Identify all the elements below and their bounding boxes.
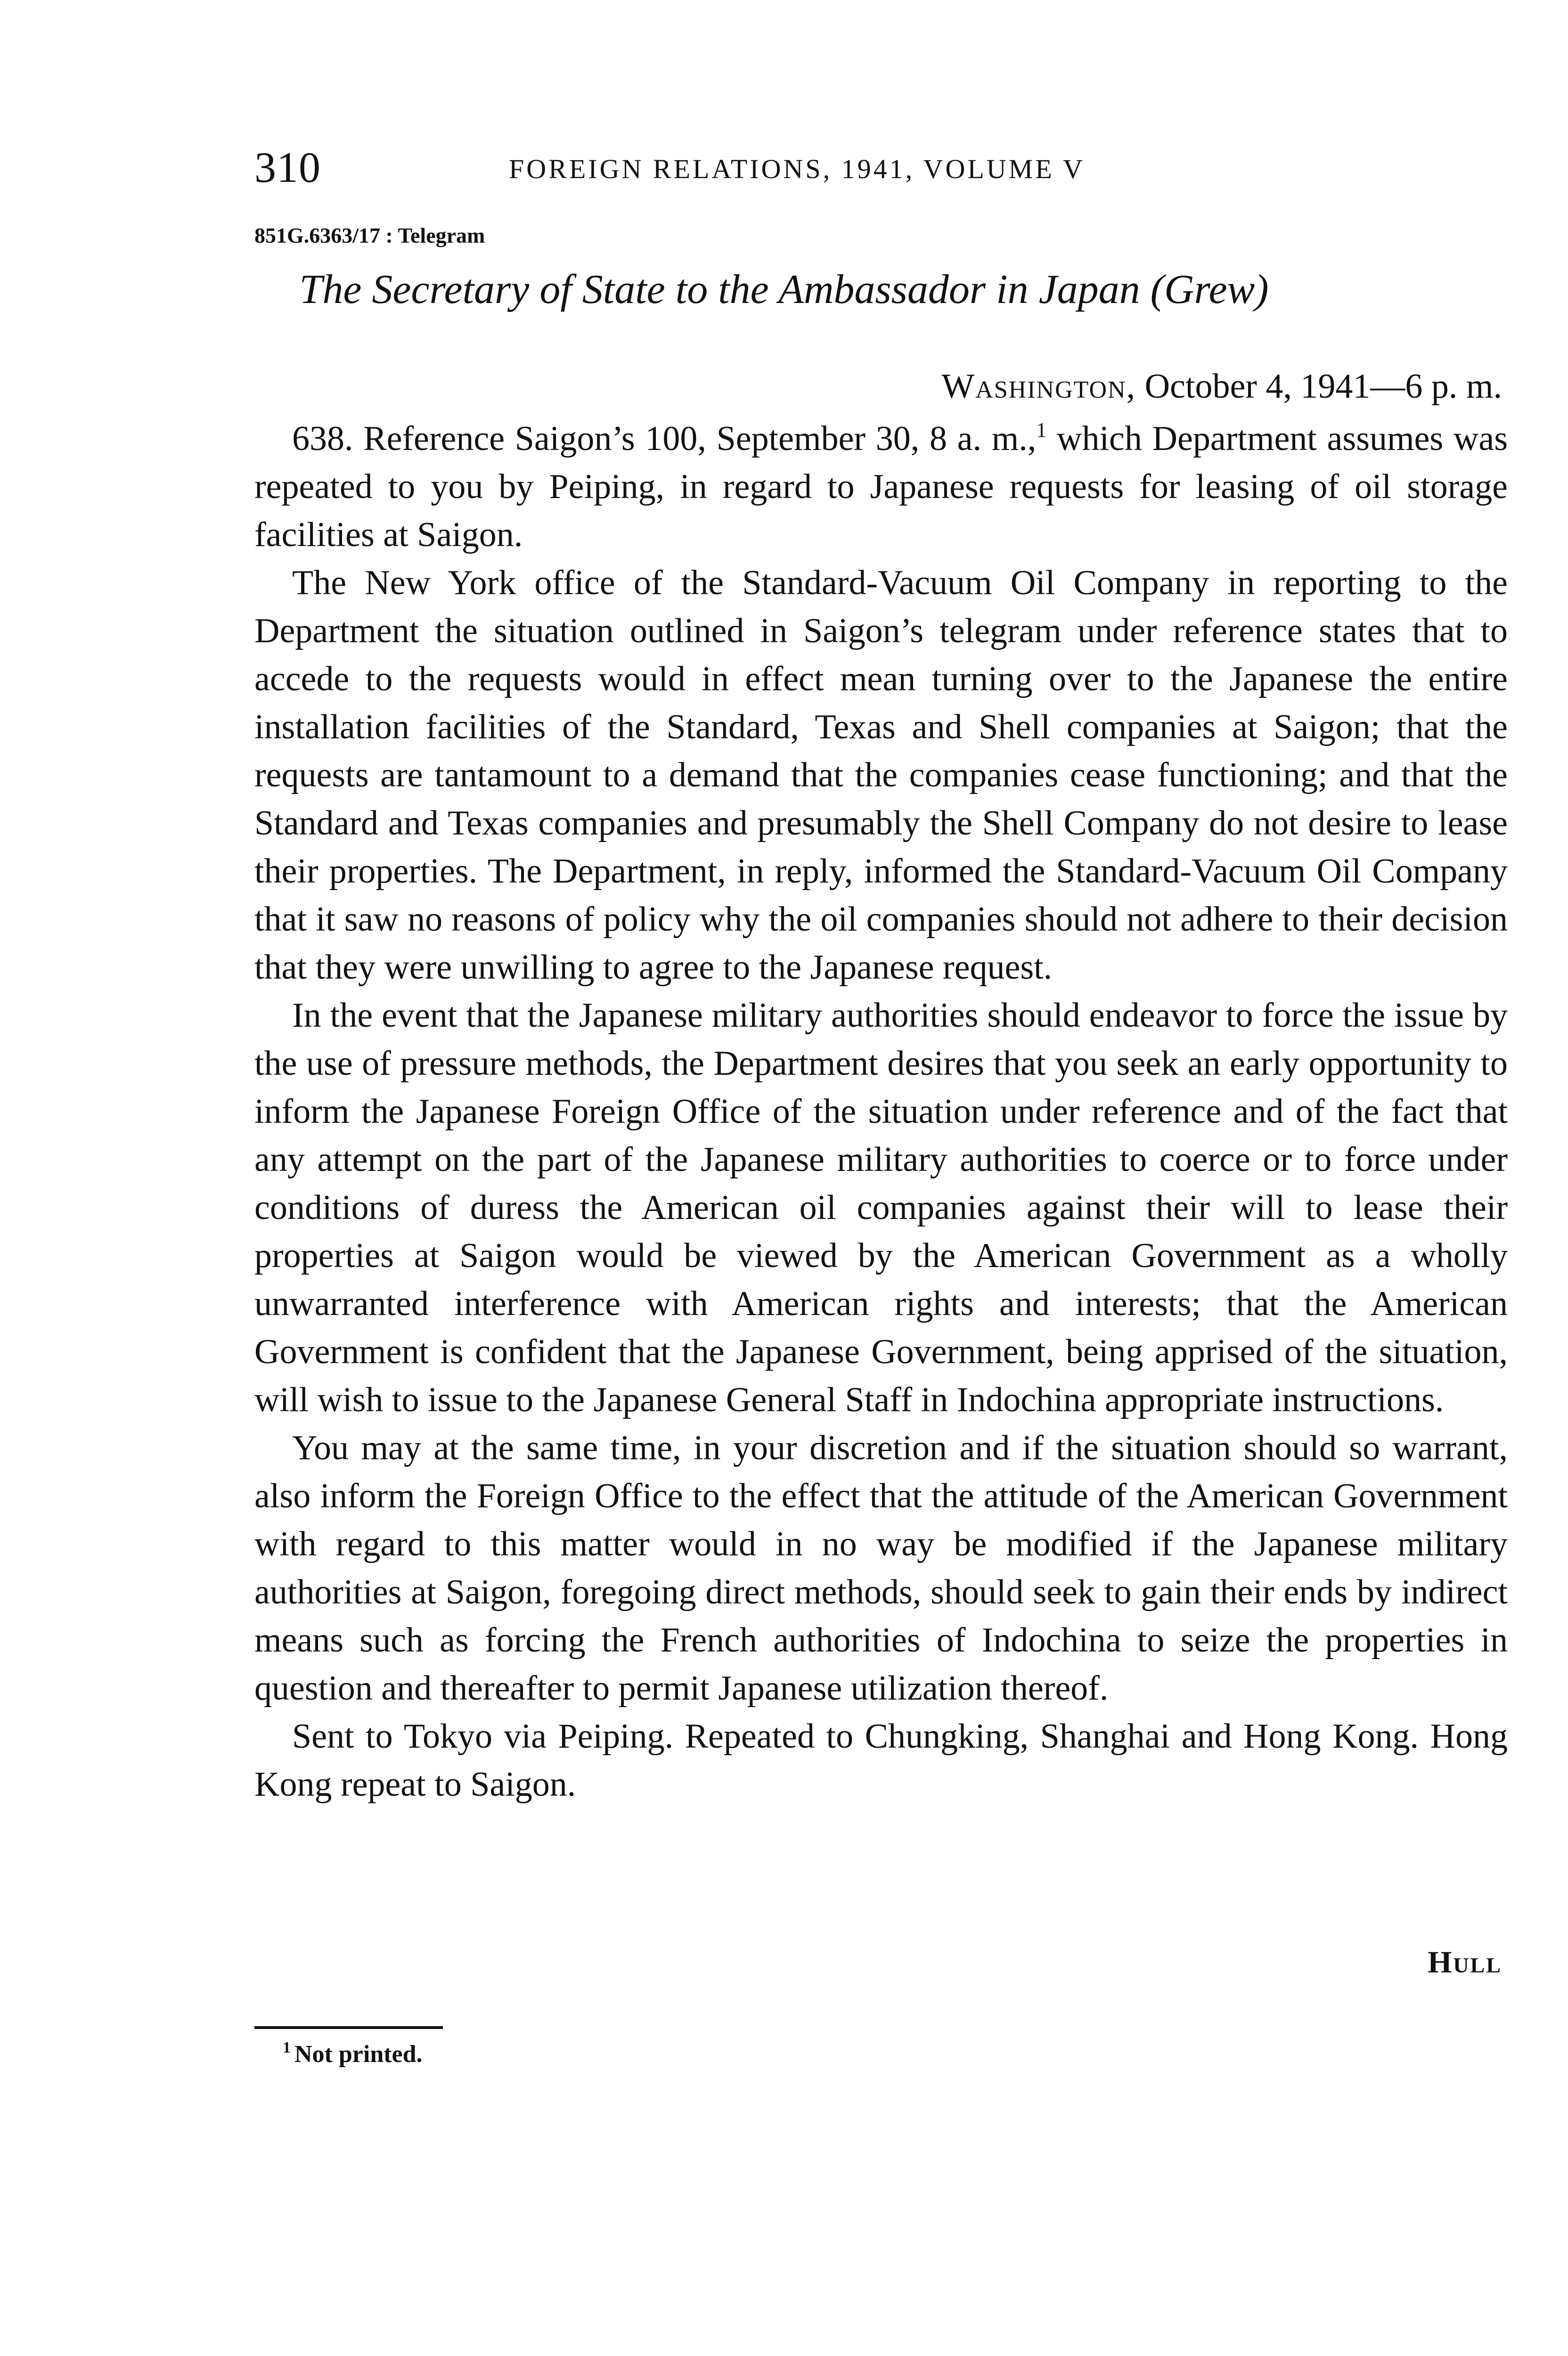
- paragraph-2: The New York office of the Standard-Vacuum Oil Company in reporting to the Department the situation outlined in Saigon’s telegram under reference states that to accede to the requests would in effect mean turning over to the Japanese the entire installation facilities of the Standard, Texas and Shell companies at Saigon; that the requests are tantamount to a demand that the companies cease functioning; and that the Standard and Texas companies and presumably the Shell Company do not desire to lease their properties. The Department, in reply, informed the Standard-Vacuum Oil Company that it saw no reasons of policy why the oil companies should not adhere to their decision that they were unwilling to agree to the Japanese request.: [254, 564, 1508, 987]
- page-number: 310: [254, 143, 321, 191]
- file-reference: 851G.6363/17 : Telegram: [254, 223, 485, 247]
- dateline-date: October 4, 1941—6 p. m.: [1144, 367, 1502, 406]
- footnote-divider: [254, 2026, 443, 2029]
- document-title: The Secretary of State to the Ambassador in Japan (Grew): [299, 267, 1269, 312]
- footnote-1: [283, 2036, 423, 2073]
- footnote-1-mark: 1: [283, 2039, 291, 2056]
- dateline-place: Washington,: [941, 367, 1136, 406]
- running-title: FOREIGN RELATIONS, 1941, VOLUME V: [509, 154, 1085, 184]
- signature: Hull: [1428, 1945, 1502, 1980]
- paragraph-3: In the event that the Japanese military authorities should endeavor to force the issue by the use of pressure methods, the Department desires that you seek an early opportunity to inform the Japanese Foreign Office of the situation under reference and of the fact that any attempt on the part of the Japanese military authorities to coerce or to force under conditions of duress the American oil companies against their will to lease their properties at Saigon would be viewed by the American Government as a wholly unwarranted interference with American rights and interests; that the American Government is confident that the Japanese Government, being apprised of the situation, will wish to issue to the Japanese General Staff in Indochina appropriate instructions.: [254, 996, 1508, 1419]
- footnote-reference-1: 1: [1036, 418, 1047, 442]
- footnote-1-text: Not printed.: [294, 2041, 423, 2068]
- paragraph-1-text-b: which Department assumes was repeated to you by Peiping, in regard to Japanese requests for leasing of oil storage facilities at Saigon.: [254, 419, 1508, 554]
- telegram-body: [254, 415, 1508, 1808]
- dateline: [941, 363, 1502, 410]
- paragraph-4: You may at the same time, in your discretion and if the situation should so warrant, also inform the Foreign Office to the effect that the attitude of the American Government with regard to this matter would in no way be modified if the Japanese military authorities at Saigon, foregoing direct methods, should seek to gain their ends by indirect means such as forcing the French authorities of Indochina to seize the properties in question and thereafter to permit Japanese utilization thereof.: [254, 1429, 1508, 1708]
- paragraph-1-text-a: 638. Reference Saigon’s 100, September 30, 8 a. m.,: [292, 419, 1037, 458]
- paragraph-5: Sent to Tokyo via Peiping. Repeated to Chungking, Shanghai and Hong Kong. Hong Kong repeat to Saigon.: [254, 1717, 1508, 1804]
- paragraph-1: [254, 415, 1508, 559]
- running-head: [254, 141, 1527, 198]
